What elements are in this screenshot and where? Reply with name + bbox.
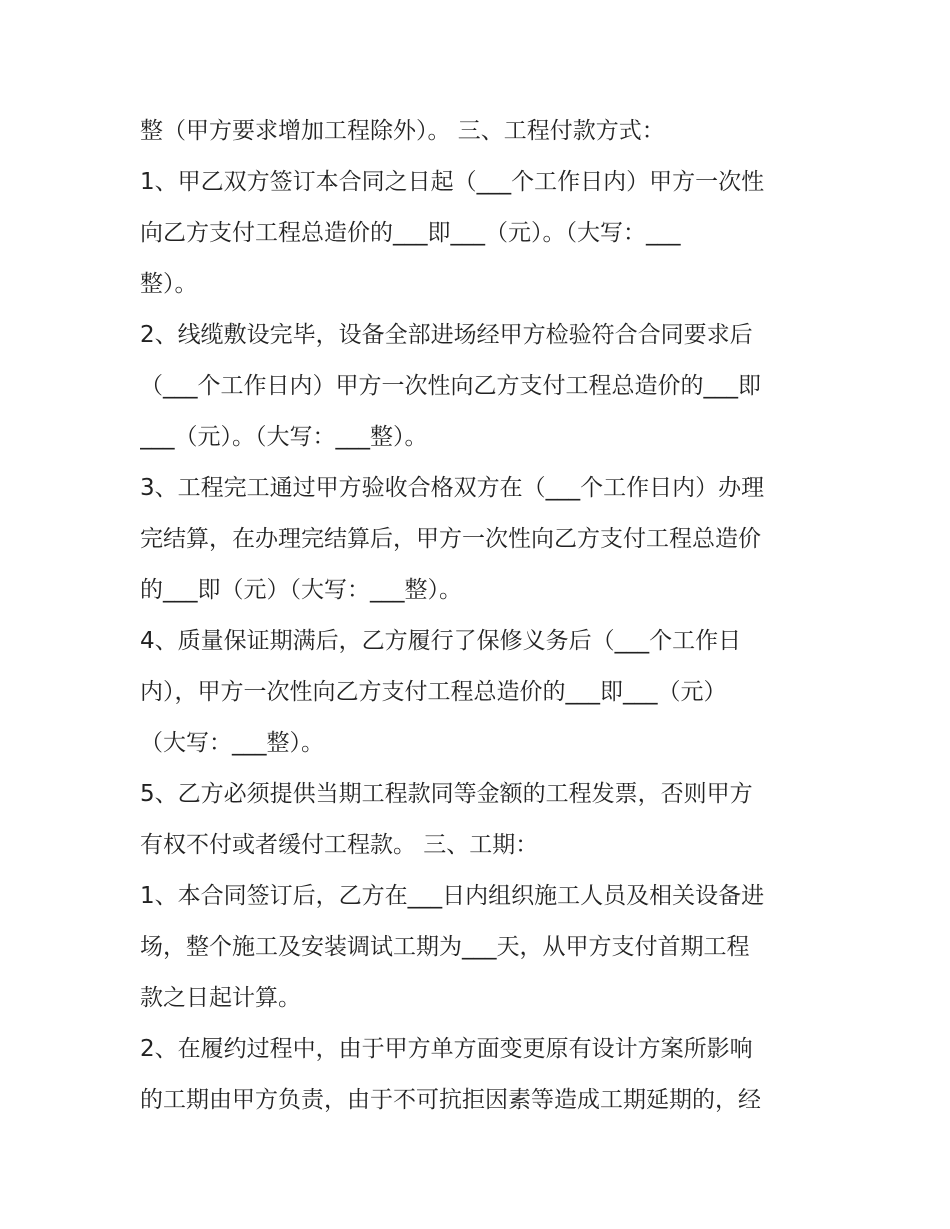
text-line-14: 5、乙方必须提供当期工程款同等金额的工程发票，否则甲方 [140, 781, 753, 807]
text-line-5: 2、线缆敷设完毕，设备全部进场经甲方检验符合合同要求后 [140, 322, 753, 348]
document-body [140, 106, 820, 1126]
text-line-20: 的工期由甲方负责，由于不可抗拒因素等造成工期延期的，经 [140, 1087, 761, 1113]
text-line-17: 场，整个施工及安装调试工期为___天，从甲方支付首期工程 [140, 934, 750, 960]
text-line-8: 3、工程完工通过甲方验收合格双方在（___个工作日内）办理 [140, 475, 765, 501]
text-line-19: 2、在履约过程中，由于甲方单方面变更原有设计方案所影响 [140, 1036, 753, 1062]
text-line-12: 内），甲方一次性向乙方支付工程总造价的___即___（元） [140, 679, 727, 705]
text-line-6: （___个工作日内）甲方一次性向乙方支付工程总造价的___即 [140, 373, 761, 399]
text-line-7: ___（元）。（大写：___整）。 [140, 424, 428, 450]
text-line-3: 向乙方支付工程总造价的___即___（元）。（大写：___ [140, 220, 681, 246]
text-line-16: 1、本合同签订后，乙方在___日内组织施工人员及相关设备进 [140, 883, 765, 909]
text-line-2: 1、甲乙双方签订本合同之日起（___个工作日内）甲方一次性 [140, 169, 765, 195]
text-line-13: （大写：___整）。 [140, 730, 324, 756]
text-line-1: 整（甲方要求增加工程除外）。 三、工程付款方式： [140, 118, 665, 144]
text-line-4: 整）。 [140, 271, 198, 297]
text-line-9: 完结算，在办理完结算后，甲方一次性向乙方支付工程总造价 [140, 526, 761, 552]
text-line-10: 的___即（元）（大写：___整）。 [140, 577, 462, 603]
text-line-18: 款之日起计算。 [140, 985, 301, 1011]
text-line-11: 4、质量保证期满后，乙方履行了保修义务后（___个工作日 [140, 628, 742, 654]
text-line-15: 有权不付或者缓付工程款。 三、工期： [140, 832, 539, 858]
